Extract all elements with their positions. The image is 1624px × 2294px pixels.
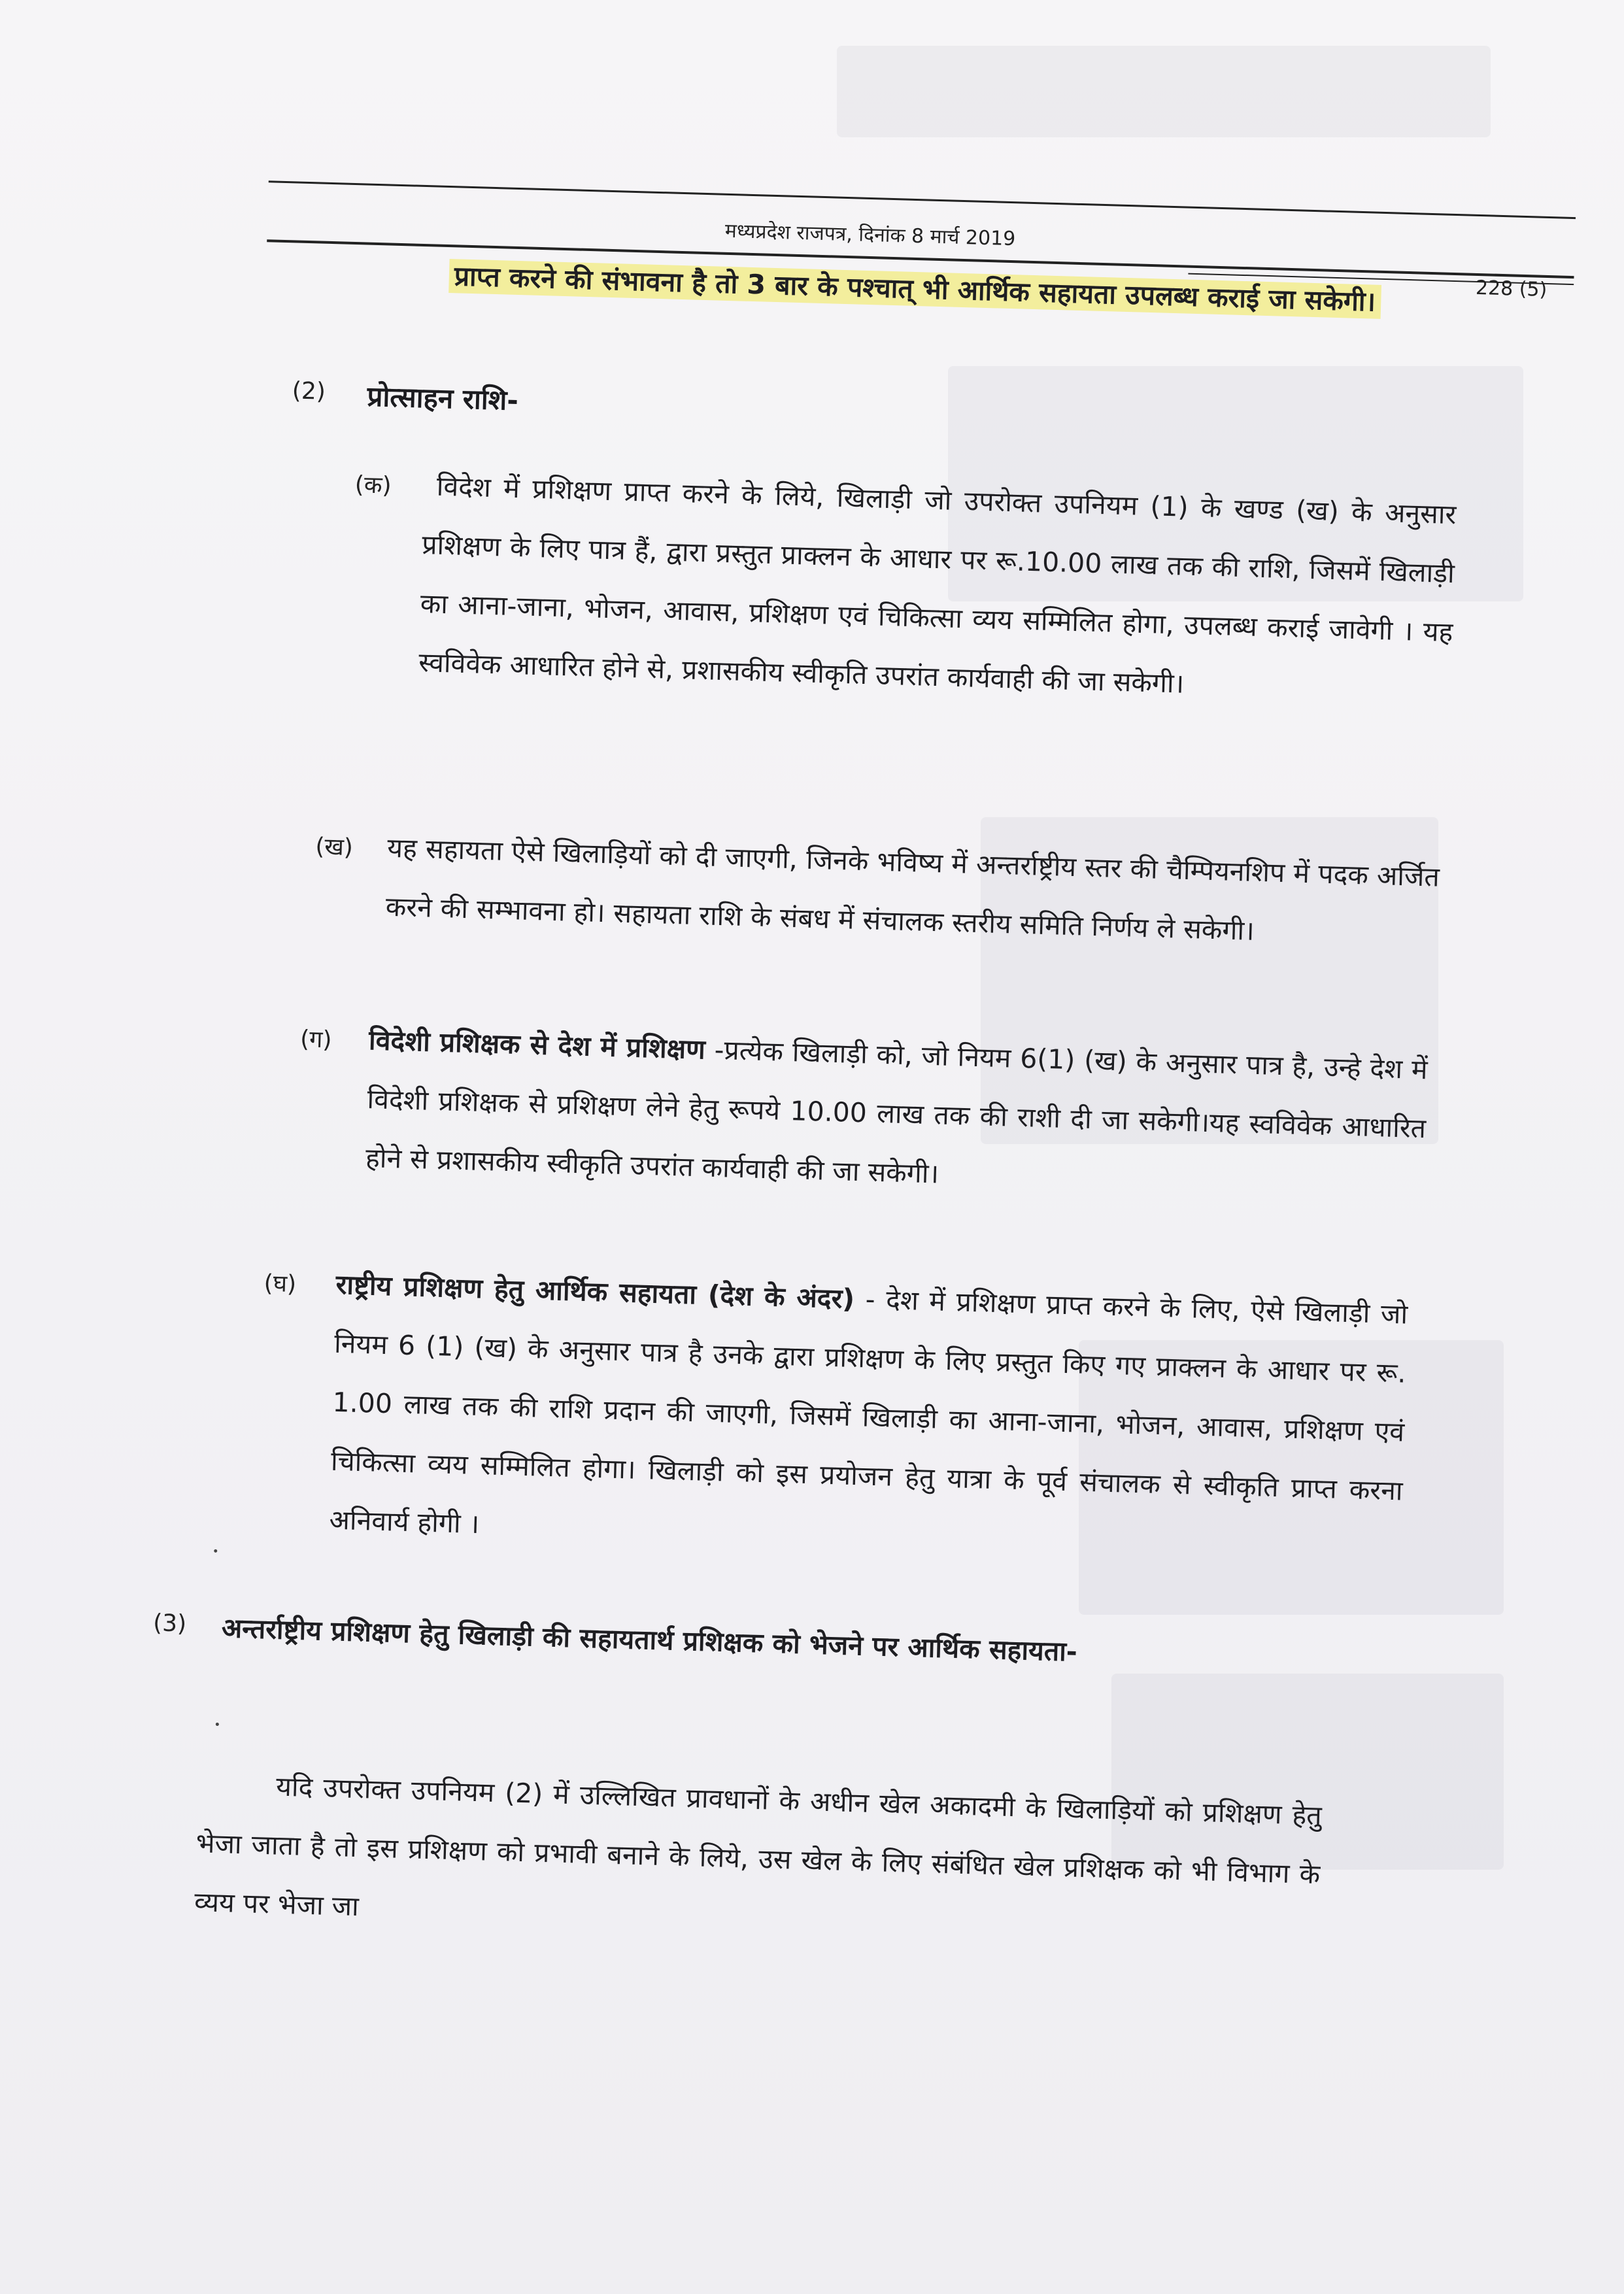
item-ga-marker: (ग): [299, 1026, 333, 1054]
item-kha-marker: (ख): [314, 833, 354, 862]
page-number: 228 (5): [1475, 276, 1548, 301]
item-ka-body: विदेश में प्रशिक्षण प्राप्त करने के लिये, खिलाड़ी जो उपरोक्त उपनियम (1) के खण्ड (ख) के अनुसार प्रशिक्षण के लिए पात्र हैं, द्वारा प्रस्तुत प्राक्लन के आधार पर रू.10.00 लाख तक की राशि, जिसमें खिलाड़ी का आना-जाना, भोजन, आवास, प्रशिक्षण एवं चिकित्सा व्यय सम्मिलित होगा, उपलब्ध कराई जावेगी । यह स्वविवेक आधारित होने से, प्रशासकीय स्वीकृति उपरांत कार्यवाही की जा सकेगी।: [418, 470, 1457, 700]
item-ga-body: -प्रत्येक खिलाड़ी को, जो नियम 6(1) (ख) के अनुसार पात्र है, उन्हे देश में विदेशी प्रशिक्षक से प्रशिक्षण लेने हेतु रूपये 10.00 लाख तक की राशी दी जा सकेगी।यह स्वविवेक आधारित होने से प्रशासकीय स्वीकृति उपरांत कार्यवाही की जा सकेगी।: [365, 1034, 1429, 1190]
scan-speck: [216, 1723, 219, 1726]
item-kha-body: यह सहायता ऐसे खिलाड़ियों को दी जाएगी, जिनके भविष्य में अन्तर्राष्ट्रीय स्तर की चैम्पियनशिप में पदक अर्जित करने की सम्भावना हो। सहायता राशि के संबध में संचालक स्तरीय समिति निर्णय ले सकेगी।: [385, 832, 1440, 947]
header-rule-top: [269, 180, 1576, 219]
item-ka-marker: (क): [354, 471, 392, 499]
item-ga-heading: विदेशी प्रशिक्षक से देश में प्रशिक्षण: [368, 1024, 706, 1066]
section-3-title: [221, 1598, 1334, 1688]
section-3-paragraph: यदि उपरोक्त उपनियम (2) में उल्लिखित प्रावधानों के अधीन खेल अकादमी के खिलाड़ियों को प्रशिक्षण हेतु भेजा जाता है तो इस प्रशिक्षण को प्रभावी बनाने के लिये, उस खेल के लिए संबंधित खेल प्रशिक्षक को भी विभाग के व्यय पर भेजा जा: [194, 1770, 1323, 1923]
scan-speck: [214, 1549, 217, 1553]
item-gha-marker: (घ): [263, 1270, 297, 1298]
item-ga-text: [365, 1011, 1429, 1217]
item-gha-heading: राष्ट्रीय प्रशिक्षण हेतु आर्थिक सहायता (देश के अंदर): [335, 1268, 855, 1315]
section-2-title: प्रोत्साहन राशि-: [366, 380, 519, 417]
highlighted-passage: प्राप्त करने की संभावना है तो 3 बार के पश्चात् भी आर्थिक सहायता उपलब्ध कराई जा सकेगी।: [448, 259, 1381, 319]
item-kha-text: [385, 818, 1440, 966]
section-3-body: [194, 1755, 1323, 1963]
gazette-header: मध्यप्रदेश राजपत्र, दिनांक 8 मार्च 2019: [724, 219, 1016, 251]
item-ka-text: [418, 456, 1457, 720]
section-2-number: (2): [292, 377, 326, 405]
section-3-heading: अन्तर्राष्ट्रीय प्रशिक्षण हेतु खिलाड़ी की सहायतार्थ प्रशिक्षक को भेजने पर आर्थिक सहायता-: [221, 1612, 1078, 1668]
section-3-number: (3): [152, 1610, 187, 1638]
item-gha-body: - देश में प्रशिक्षण प्राप्त करने के लिए, ऐसे खिलाड़ी जो नियम 6 (1) (ख) के अनुसार पात्र है उनके द्वारा प्रशिक्षण के लिए प्रस्तुत किए गए प्राक्लन के आधार पर रू. 1.00 लाख तक की राशि प्रदान की जाएगी, जिसमें खिलाड़ी का आना-जाना, भोजन, आवास, प्रशिक्षण एवं चिकित्सा व्यय सम्मिलित होगा। खिलाड़ी को इस प्रयोजन हेतु यात्रा के पूर्व संचालक से स्वीकृति प्राप्त करना अनिवार्य होगी ।: [328, 1283, 1408, 1540]
item-gha-text: [328, 1255, 1408, 1579]
